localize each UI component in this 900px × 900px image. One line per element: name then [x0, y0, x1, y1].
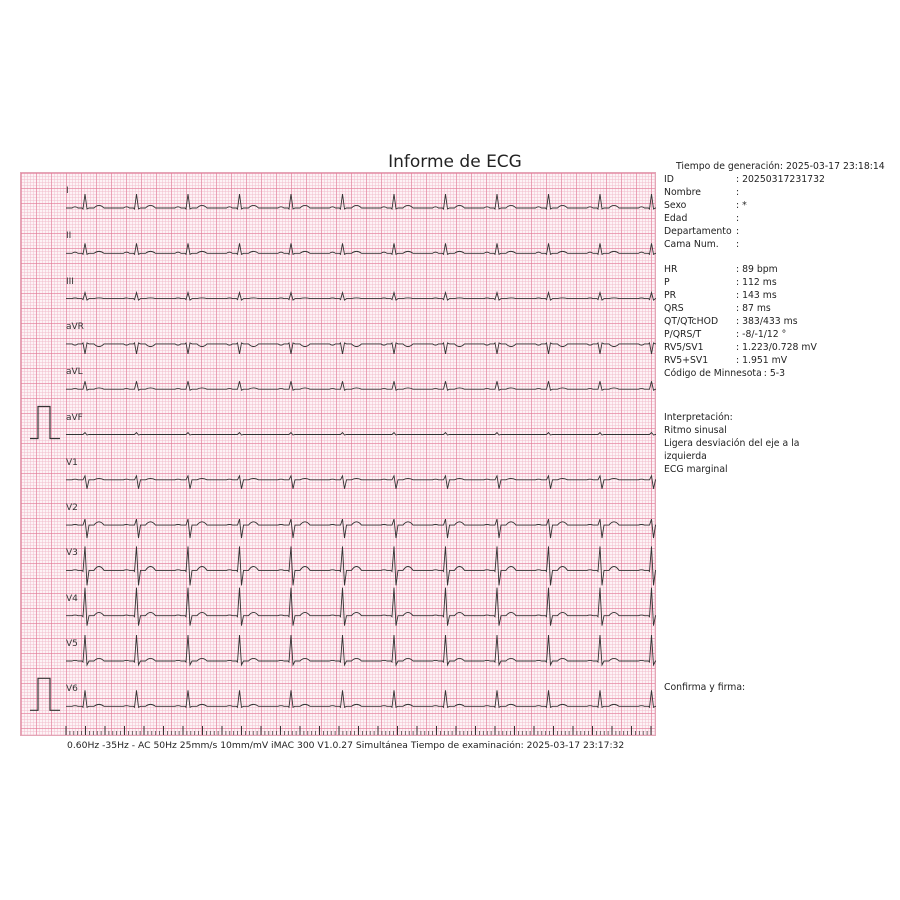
patient-value: : [736, 239, 740, 250]
ecg-trace-V3 [66, 546, 656, 585]
lead-label-aVL: aVL [66, 367, 83, 378]
measurement-label: RV5/SV1 [664, 342, 704, 353]
calibration-pulse [30, 678, 60, 710]
measurement-row [664, 367, 785, 380]
patient-value: : [736, 187, 740, 198]
measurement-label: P [664, 277, 670, 288]
measurement-value: : 143 ms [736, 290, 777, 301]
interpretation-line: izquierda [664, 451, 707, 462]
patient-value: : [736, 213, 740, 224]
report-title: Informe de ECG [388, 152, 522, 172]
interpretation-heading: Interpretación: [664, 412, 733, 423]
lead-label-I: I [66, 186, 69, 196]
patient-row [664, 199, 747, 212]
patient-label: Cama Num. [664, 239, 719, 250]
patient-row [664, 238, 739, 251]
patient-row [664, 186, 739, 199]
measurement-row [664, 354, 787, 367]
measurement-value: : 383/433 ms [736, 316, 798, 327]
patient-label: Nombre [664, 187, 701, 198]
measurement-value: : 112 ms [736, 277, 777, 288]
lead-label-V6: V6 [66, 684, 78, 695]
measurement-row [664, 315, 798, 328]
ecg-trace-II [66, 243, 656, 254]
patient-label: ID [664, 174, 674, 185]
ecg-trace-aVF [66, 433, 656, 436]
measurement-value: : 89 bpm [736, 264, 778, 275]
measurement-label: QRS [664, 303, 684, 314]
time-scale-marks [64, 724, 660, 736]
patient-label: Departamento [664, 226, 732, 237]
interpretation-line: ECG marginal [664, 464, 728, 475]
ecg-trace-aVL [66, 381, 656, 390]
lead-label-V1: V1 [66, 457, 78, 468]
measurement-row [664, 302, 771, 315]
patient-row [664, 225, 739, 238]
patient-value: : * [736, 200, 747, 211]
measurement-label: QT/QTcHOD [664, 316, 719, 327]
lead-label-aVR: aVR [66, 321, 84, 332]
ecg-trace-III [66, 293, 656, 301]
measurement-value: : 5-3 [763, 368, 786, 379]
measurement-value: : 1.223/0.728 mV [736, 342, 817, 353]
measurement-label: Código de Minnesota [664, 368, 762, 379]
measurement-row [664, 341, 817, 354]
ecg-trace-V4 [66, 588, 656, 626]
lead-label-V3: V3 [66, 548, 78, 559]
measurement-label: HR [664, 264, 678, 275]
calibration-pulse [30, 407, 60, 439]
generation-time: Tiempo de generación: 2025-03-17 23:18:14 [676, 161, 885, 172]
measurement-row [664, 263, 778, 276]
confirm-signature-label: Confirma y firma: [664, 682, 746, 693]
measurement-value: : 87 ms [736, 303, 771, 314]
patient-label: Sexo [664, 200, 687, 211]
ecg-trace-aVR [66, 343, 656, 354]
ecg-trace-I [66, 194, 656, 209]
lead-label-V5: V5 [66, 639, 78, 649]
patient-value: : [736, 226, 740, 237]
lead-label-III: III [66, 276, 74, 287]
measurement-label: P/QRS/T [664, 329, 702, 340]
patient-row [664, 173, 825, 186]
measurement-label: RV5+SV1 [664, 355, 709, 366]
patient-label: Edad [664, 213, 688, 224]
measurement-value: : -8/-1/12 ° [736, 329, 787, 340]
lead-label-II: II [66, 231, 72, 242]
measurement-row [664, 289, 777, 302]
lead-label-V2: V2 [66, 503, 78, 514]
ecg-traces [20, 172, 656, 736]
measurement-label: PR [664, 290, 677, 301]
interpretation-line: Ligera desviación del eje a la [664, 438, 800, 449]
patient-value: : 20250317231732 [736, 174, 825, 185]
measurement-row [664, 328, 786, 341]
ecg-trace-V1 [66, 476, 656, 489]
ecg-trace-V2 [66, 519, 656, 538]
ecg-trace-V5 [66, 635, 656, 665]
patient-row [664, 212, 739, 225]
lead-label-V4: V4 [66, 593, 78, 604]
measurement-row [664, 276, 777, 289]
ecg-trace-V6 [66, 690, 656, 707]
recording-settings: 0.60Hz -35Hz - AC 50Hz 25mm/s 10mm/mV iMAC 300 V1.0.27 Simultánea Tiempo de examinación: 2025-03-17 23:17:32 [67, 740, 625, 751]
interpretation-line: Ritmo sinusal [664, 425, 727, 436]
lead-label-aVF: aVF [66, 412, 83, 423]
measurement-value: : 1.951 mV [736, 355, 788, 366]
